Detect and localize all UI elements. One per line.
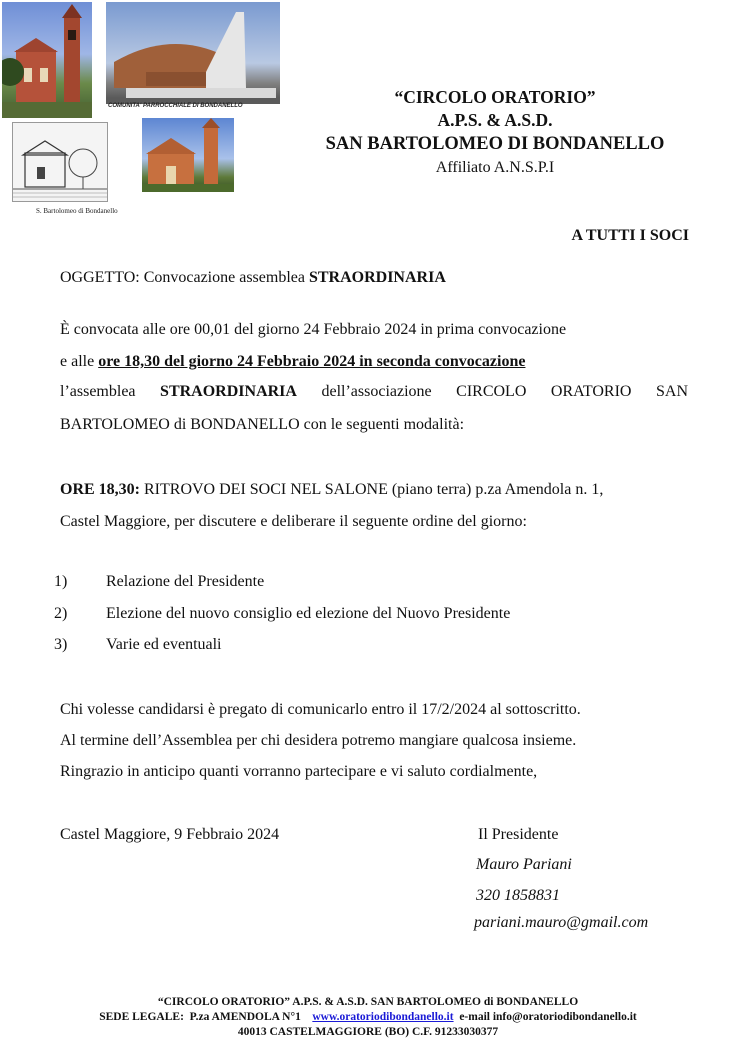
affiliation: Affiliato A.N.S.P.I <box>435 159 555 176</box>
meeting-place: RITROVO DEI SOCI NEL SALONE (piano terra) p.za Amendola n. 1, <box>140 481 604 498</box>
footer-line-3: 40013 CASTELMAGGIORE (BO) C.F. 91233030377 <box>237 1026 499 1038</box>
intro-line-1: È convocata alle ore 00,01 del giorno 24 Febbraio 2024 in prima convocazione <box>60 321 567 338</box>
meeting-line-2: Castel Maggiore, per discutere e deliberare il seguente ordine del giorno: <box>60 513 527 530</box>
meeting-line-1 <box>60 480 603 500</box>
intro-line-3-bold: STRAORDINARIA <box>160 383 297 400</box>
closing-line-1: Chi volesse candidarsi è pregato di comunicarlo entro il 17/2/2024 al sottoscritto. <box>60 701 581 718</box>
footer-email: e-mail info@oratoriodibondanello.it <box>453 1011 637 1023</box>
closing-line-3: Ringrazio in anticipo quanti vorranno partecipare e vi saluto cordialmente, <box>60 763 538 780</box>
church-photo <box>2 2 92 118</box>
intro-line-3-suffix: dell’associazione CIRCOLO ORATORIO SAN <box>321 383 689 400</box>
signer-role: Il Presidente <box>478 826 559 843</box>
church-sketch <box>12 122 108 202</box>
agenda-item: Elezione del nuovo consiglio ed elezione del Nuovo Presidente <box>106 605 511 622</box>
recipient-line: A TUTTI I SOCI <box>571 227 689 244</box>
meeting-time: ORE 18,30: <box>60 481 140 498</box>
agenda-number: 3) <box>54 636 68 653</box>
association-location: SAN BARTOLOMEO DI BONDANELLO <box>325 134 665 154</box>
intro-line-3-prefix: l’assemblea <box>60 383 161 400</box>
agenda-number: 1) <box>54 573 68 590</box>
signer-email: pariani.mauro@gmail.com <box>474 914 649 931</box>
agenda-item: Relazione del Presidente <box>106 573 265 590</box>
intro-line-4: BARTOLOMEO di BONDANELLO con le seguenti modalità: <box>60 416 465 433</box>
footer-address: SEDE LEGALE: P.za AMENDOLA N°1 <box>99 1011 313 1023</box>
intro-line-2-prefix: e alle <box>60 353 99 370</box>
closing-line-2: Al termine dell’Assemblea per chi desidera potremo mangiare qualcosa insieme. <box>60 732 577 749</box>
second-convocation-time: ore 18,30 del giorno 24 Febbraio 2024 in seconda convocazione <box>98 353 526 370</box>
subject-prefix: OGGETTO: Convocazione assemblea <box>60 269 309 286</box>
subject-bold: STRAORDINARIA <box>308 269 446 286</box>
sketch-caption: S. Bartolomeo di Bondanello <box>36 207 118 215</box>
footer-line-1: “CIRCOLO ORATORIO” A.P.S. & A.S.D. SAN BARTOLOMEO di BONDANELLO <box>157 996 579 1008</box>
church-facade-photo <box>142 118 234 192</box>
agenda-number: 2) <box>54 605 68 622</box>
community-caption: COMUNITA' PARROCCHIALE DI BONDANELLO <box>108 103 243 109</box>
modern-church-render <box>106 2 280 104</box>
footer-line-2 <box>0 1010 736 1024</box>
intro-line-2 <box>60 352 525 372</box>
signer-name: Mauro Pariani <box>476 856 572 873</box>
subject-line <box>60 268 446 288</box>
association-type: A.P.S. & A.S.D. <box>437 110 553 130</box>
association-name: “CIRCOLO ORATORIO” <box>394 87 596 107</box>
signer-phone: 320 1858831 <box>476 887 560 904</box>
intro-line-3 <box>60 383 688 401</box>
agenda-item: Varie ed eventuali <box>106 636 222 653</box>
place-date: Castel Maggiore, 9 Febbraio 2024 <box>60 826 280 843</box>
website-link[interactable]: www.oratoriodibondanello.it <box>312 1011 454 1023</box>
